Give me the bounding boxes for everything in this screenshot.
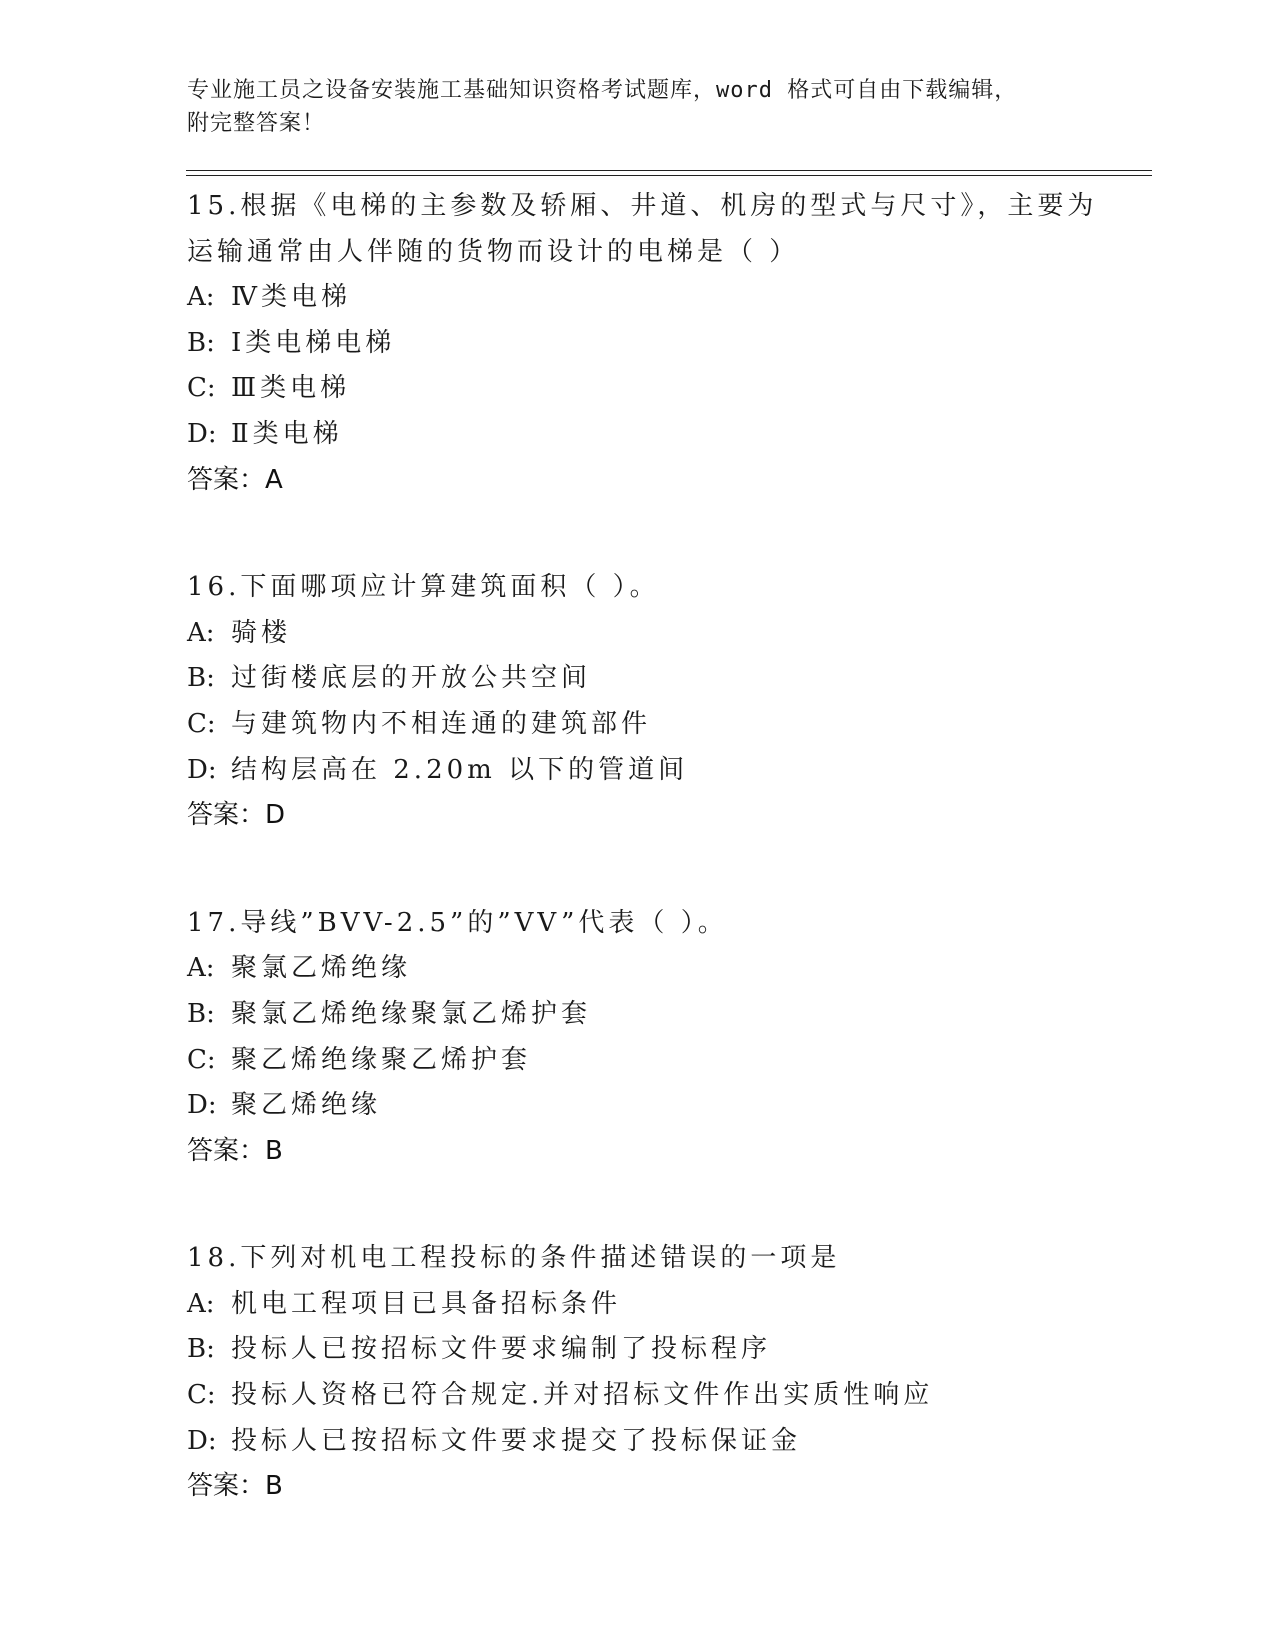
option-label: A:	[187, 953, 215, 984]
answer-line	[187, 1129, 1147, 1175]
question-text: 16.下面哪项应计算建筑面积（ ）。	[187, 572, 660, 603]
question-2	[187, 565, 1147, 839]
option-label: D:	[187, 1425, 217, 1456]
option-label: B:	[187, 327, 215, 358]
header-line-2: 附完整答案！	[187, 111, 326, 136]
question-3	[187, 901, 1147, 1175]
option-text: Ⅳ类电梯	[231, 282, 351, 313]
option-c	[187, 1038, 1147, 1084]
answer-value: A	[265, 464, 283, 495]
option-label: A:	[187, 282, 215, 313]
option-text: 投标人已按招标文件要求提交了投标保证金	[231, 1425, 802, 1456]
option-text: 聚乙烯绝缘	[231, 1090, 382, 1121]
answer-value: D	[265, 800, 286, 831]
question-text: 17.导线”BVV-2.5”的”VV”代表（ ）。	[187, 907, 728, 938]
option-label: B:	[187, 1334, 215, 1365]
option-c	[187, 1373, 1147, 1419]
option-a	[187, 275, 1147, 321]
option-text: 聚乙烯绝缘聚乙烯护套	[231, 1044, 532, 1075]
option-text: 聚氯乙烯绝缘聚氯乙烯护套	[231, 998, 592, 1029]
answer-prefix: 答案：	[187, 1471, 266, 1502]
option-label: D:	[187, 1090, 217, 1121]
option-b	[187, 992, 1147, 1038]
header-rule-bottom	[186, 175, 1152, 176]
option-text: 与建筑物内不相连通的建筑部件	[231, 708, 652, 739]
answer-prefix: 答案：	[187, 464, 266, 495]
question-text: 运输通常由人伴随的货物而设计的电梯是（ ）	[187, 236, 800, 267]
option-b	[187, 656, 1147, 702]
option-a	[187, 946, 1147, 992]
option-text: 过街楼底层的开放公共空间	[231, 663, 592, 694]
option-label: A:	[187, 617, 215, 648]
option-d	[187, 1083, 1147, 1129]
option-label: C:	[187, 1044, 216, 1075]
answer-prefix: 答案：	[187, 1135, 266, 1166]
option-b	[187, 1327, 1147, 1373]
option-text: 骑楼	[231, 617, 292, 648]
question-1	[187, 184, 1147, 503]
option-label: D:	[187, 418, 217, 449]
option-label: B:	[187, 998, 215, 1029]
option-c	[187, 702, 1147, 748]
option-label: D:	[187, 754, 217, 785]
answer-value: B	[265, 1471, 283, 1502]
option-text: Ⅲ类电梯	[231, 373, 351, 404]
answer-line	[187, 458, 1147, 504]
option-text: 结构层高在 2.20m 以下的管道间	[231, 754, 689, 785]
header-rule-top	[186, 170, 1152, 171]
option-d	[187, 1419, 1147, 1465]
option-text: 投标人已按招标文件要求编制了投标程序	[231, 1334, 772, 1365]
option-label: A:	[187, 1288, 215, 1319]
option-d	[187, 748, 1147, 794]
option-label: B:	[187, 663, 215, 694]
option-label: C:	[187, 708, 216, 739]
option-text: Ⅰ类电梯电梯	[231, 327, 396, 358]
option-c	[187, 366, 1147, 412]
header-line-1: 专业施工员之设备安装施工基础知识资格考试题库，word 格式可自由下载编辑，	[187, 78, 1018, 103]
option-text: Ⅱ类电梯	[231, 418, 343, 449]
option-a	[187, 611, 1147, 657]
option-b	[187, 321, 1147, 367]
option-text: 聚氯乙烯绝缘	[231, 953, 412, 984]
answer-prefix: 答案：	[187, 800, 266, 831]
question-text: 15.根据《电梯的主参数及轿厢、井道、机房的型式与尺寸》，主要为	[187, 191, 1098, 221]
answer-line	[187, 1464, 1147, 1510]
option-text: 机电工程项目已具备招标条件	[231, 1288, 622, 1319]
option-label: C:	[187, 373, 216, 404]
answer-value: B	[265, 1135, 283, 1166]
option-d	[187, 412, 1147, 458]
question-list	[187, 184, 1147, 1572]
answer-line	[187, 793, 1147, 839]
question-text: 18.下列对机电工程投标的条件描述错误的一项是	[187, 1243, 841, 1274]
option-label: C:	[187, 1380, 216, 1411]
document-header	[187, 74, 1087, 140]
option-text: 投标人资格已符合规定.并对招标文件作出实质性响应	[231, 1380, 934, 1411]
question-4	[187, 1236, 1147, 1510]
option-a	[187, 1282, 1147, 1328]
